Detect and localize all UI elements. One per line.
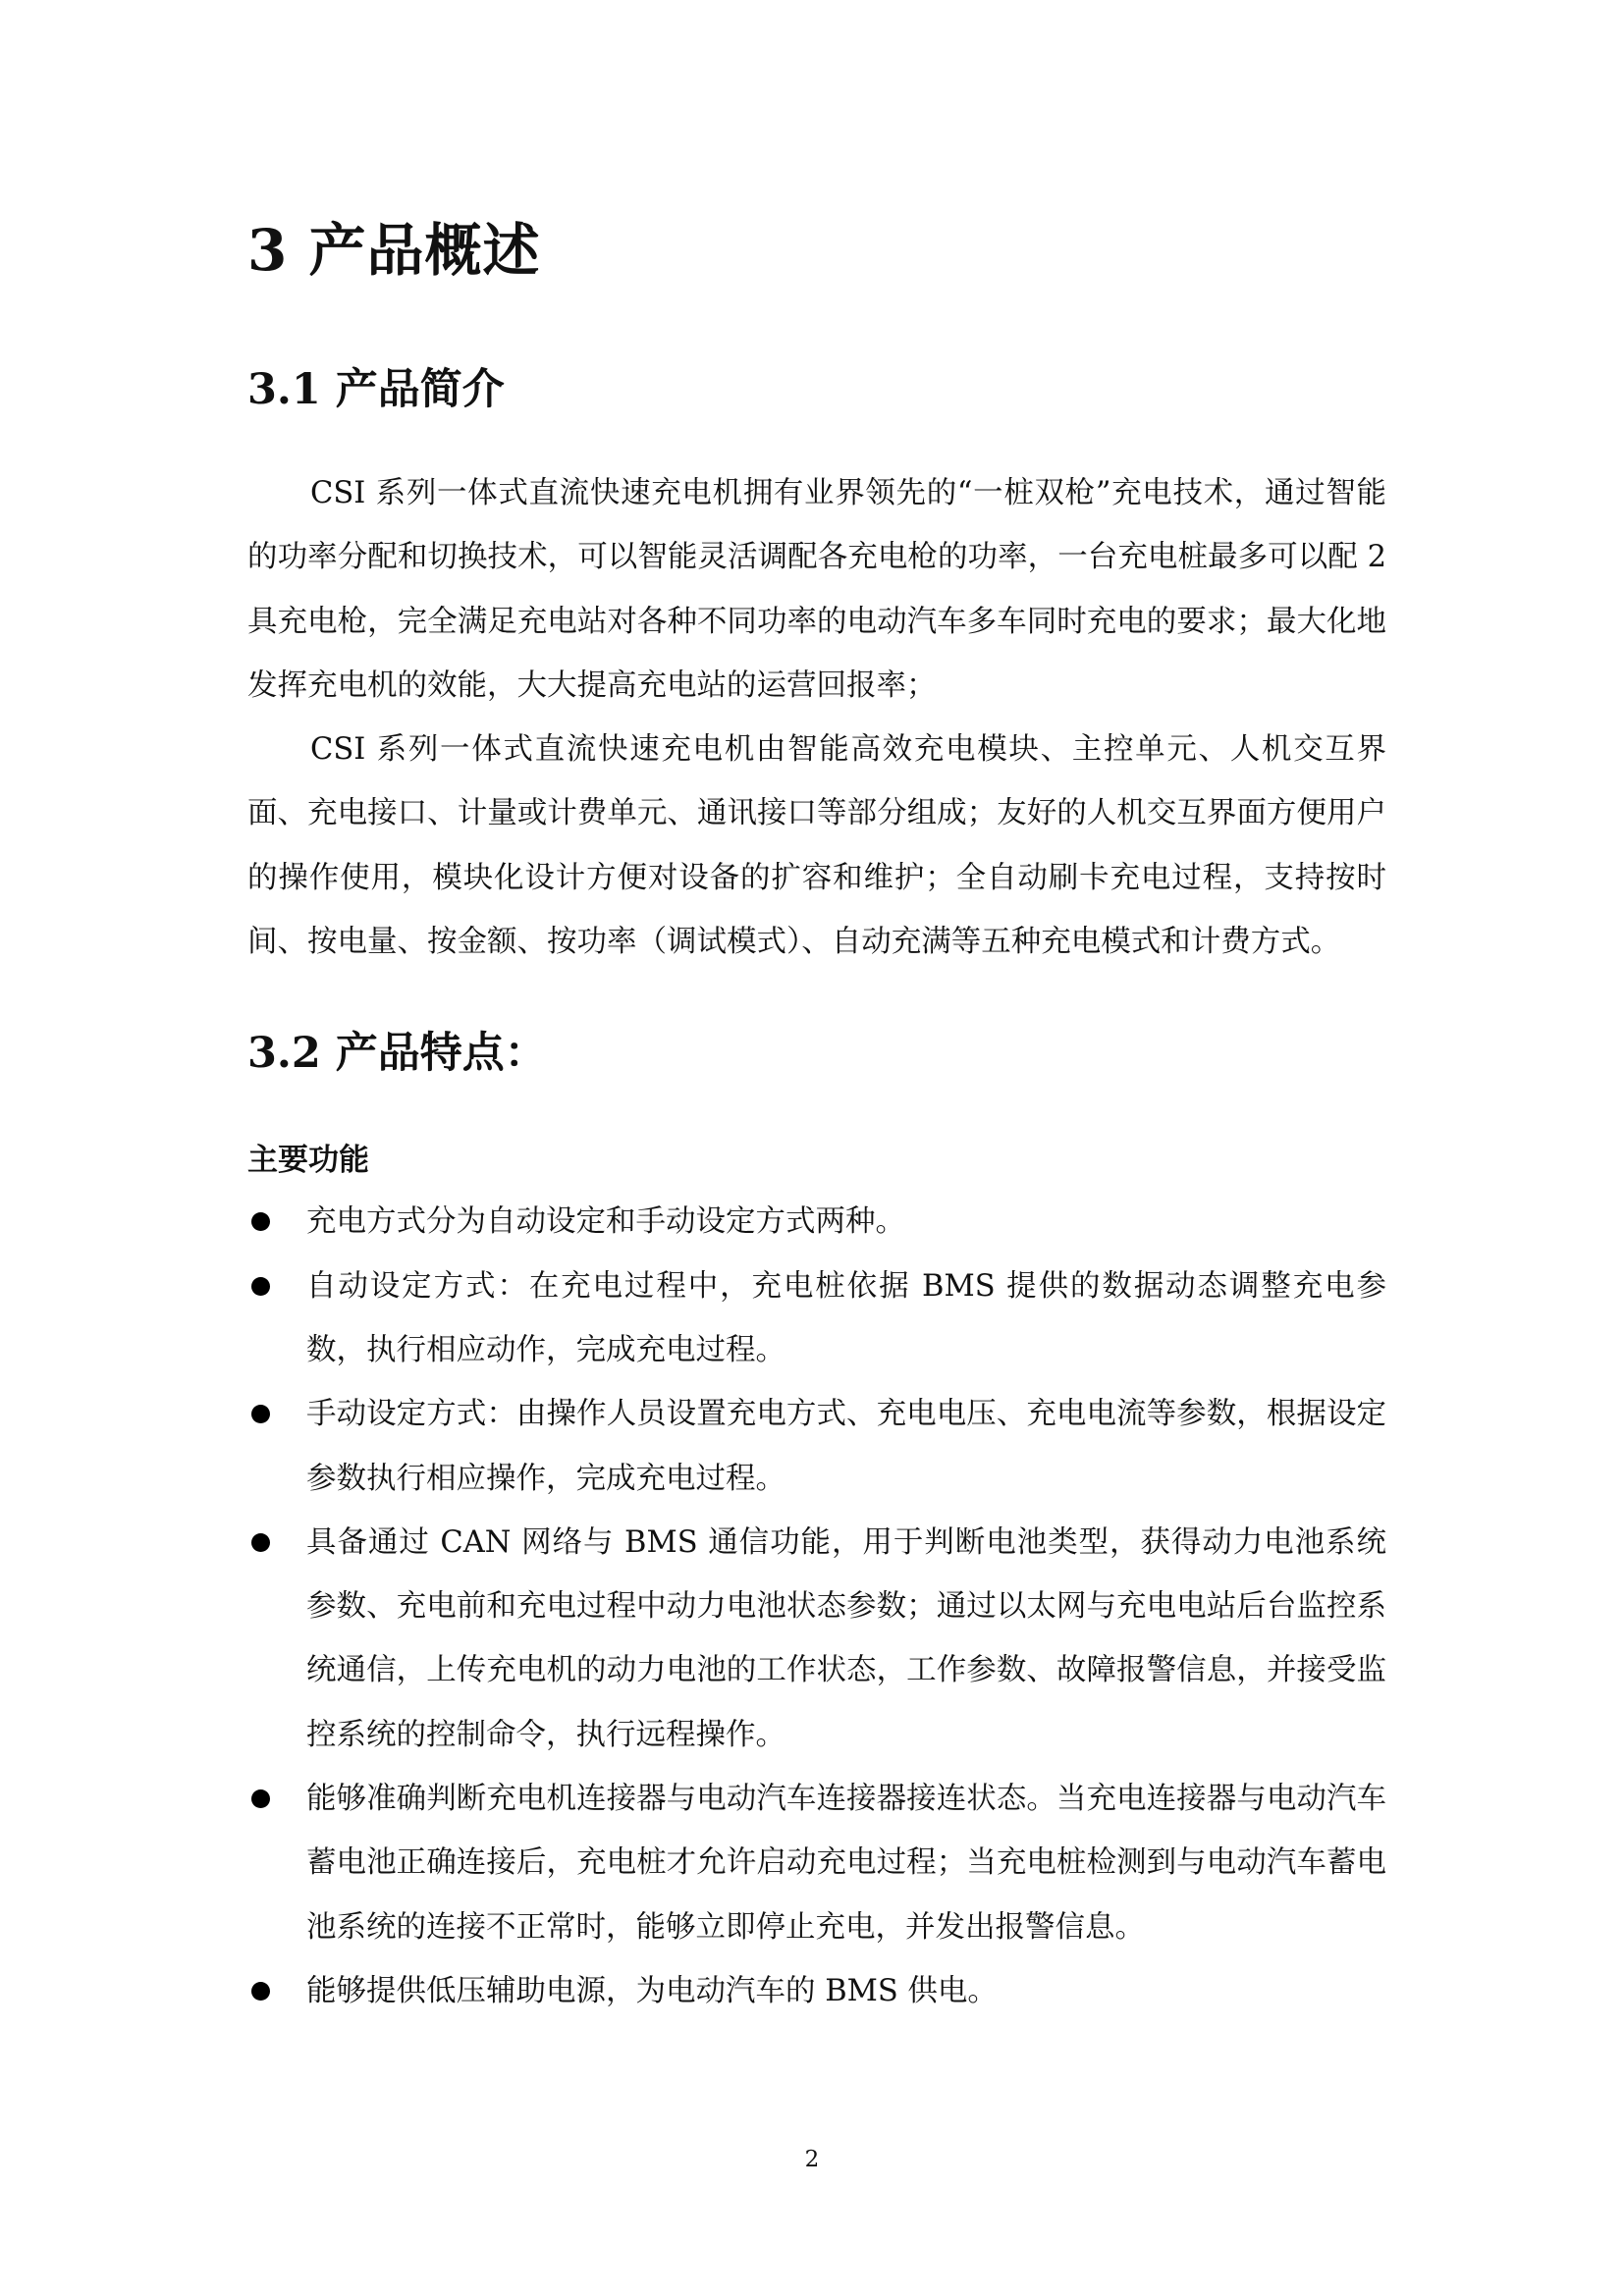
section-heading-3-2: 3.2 产品特点： bbox=[247, 1029, 547, 1079]
bullet-dot-icon bbox=[251, 1533, 270, 1552]
feature-item bbox=[247, 1511, 1386, 1767]
page-number: 2 bbox=[804, 2147, 820, 2172]
composition-paragraph: CSI 系列一体式直流快速充电机由智能高效充电模块、主控单元、人机交互界面、充电接口、计量或计费单元、通讯接口等部分组成；友好的人机交互界面方便用户的操作使用，模块化设计方便对设备的扩容和维护；全自动刷卡充电过程，支持按时间、按电量、按金额、按功率（调试模式）、自动充满等五种充电模式和计费方式。 bbox=[247, 732, 1386, 960]
feature-text: 能够提供低压辅助电源，为电动汽车的 BMS 供电。 bbox=[306, 1973, 998, 2008]
page-content bbox=[247, 206, 1386, 2023]
intro-paragraph: CSI 系列一体式直流快速充电机拥有业界领先的“一桩双枪”充电技术，通过智能的功率分配和切换技术，可以智能灵活调配各充电枪的功率，一台充电桩最多可以配 2 具充电枪，完全满足充电站对各种不同功率的电动汽车多车同时充电的要求；最大化地发挥充电机的效能，大大提高充电站的运营回报率； bbox=[247, 476, 1386, 703]
feature-item bbox=[247, 1190, 1386, 1254]
main-functions-subheading: 主要功能 bbox=[247, 1143, 369, 1179]
feature-text: 具备通过 CAN 网络与 BMS 通信功能，用于判断电池类型，获得动力电池系统参数、充电前和充电过程中动力电池状态参数；通过以太网与充电电站后台监控系统通信，上传充电机的动力电池的工作状态，工作参数、故障报警信息，并接受监控系统的控制命令，执行远程操作。 bbox=[306, 1524, 1386, 1752]
bullet-dot-icon bbox=[251, 1277, 270, 1296]
feature-list bbox=[247, 1190, 1386, 2023]
feature-item bbox=[247, 1255, 1386, 1383]
feature-text: 充电方式分为自动设定和手动设定方式两种。 bbox=[306, 1204, 905, 1240]
bullet-dot-icon bbox=[251, 1212, 270, 1231]
bullet-dot-icon bbox=[251, 1982, 270, 2001]
feature-item bbox=[247, 1767, 1386, 1959]
feature-item bbox=[247, 1382, 1386, 1511]
feature-text: 自动设定方式：在充电过程中，充电桩依据 BMS 提供的数据动态调整充电参数，执行相应动作，完成充电过程。 bbox=[306, 1268, 1386, 1367]
bullet-dot-icon bbox=[251, 1789, 270, 1808]
feature-text: 手动设定方式：由操作人员设置充电方式、充电电压、充电电流等参数，根据设定参数执行相应操作，完成充电过程。 bbox=[306, 1397, 1386, 1496]
feature-item bbox=[247, 1959, 1386, 2023]
section-heading-3-1: 3.1 产品简介 bbox=[247, 365, 505, 414]
chapter-title: 3 产品概述 bbox=[247, 217, 541, 284]
bullet-dot-icon bbox=[251, 1405, 270, 1423]
feature-text: 能够准确判断充电机连接器与电动汽车连接器接连状态。当充电连接器与电动汽车蓄电池正确连接后，充电桩才允许启动充电过程；当充电桩检测到与电动汽车蓄电池系统的连接不正常时，能够立即停止充电，并发出报警信息。 bbox=[306, 1782, 1386, 1945]
